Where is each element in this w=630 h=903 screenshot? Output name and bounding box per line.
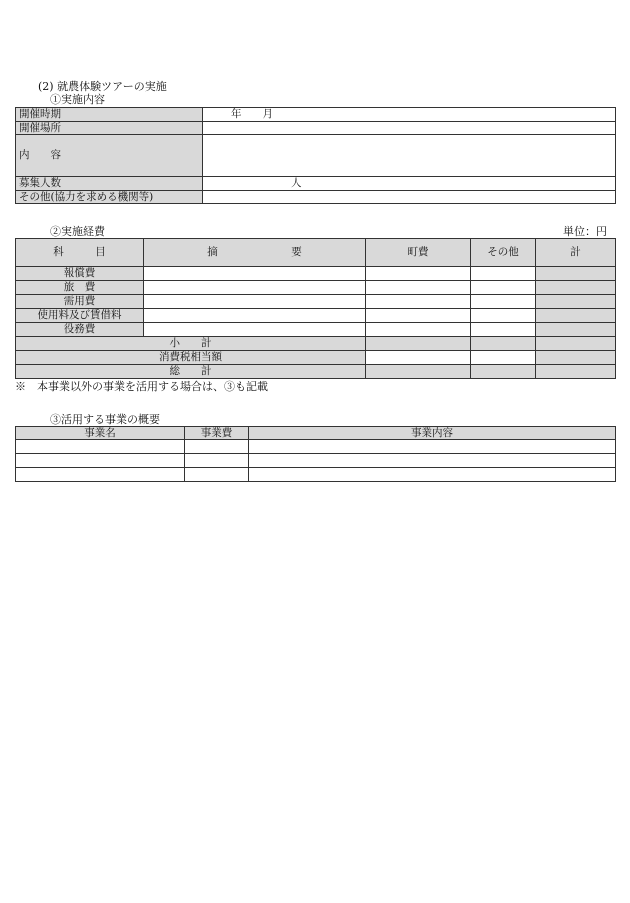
other-cost-cell[interactable]: [471, 281, 536, 295]
tax-sum: [536, 351, 616, 365]
item-label: 役務費: [16, 323, 144, 337]
subtotal-row: [16, 337, 616, 351]
period-value[interactable]: 年 月: [203, 108, 616, 122]
sum-cell: [536, 281, 616, 295]
town-cost-cell[interactable]: [366, 323, 471, 337]
header-project-content: 事業内容: [249, 427, 616, 440]
table-row: [16, 454, 616, 468]
other-cost-cell[interactable]: [471, 323, 536, 337]
tax-town-cost[interactable]: [366, 351, 471, 365]
subtotal-sum: [536, 337, 616, 351]
table-row: [16, 309, 616, 323]
subtotal-other: [471, 337, 536, 351]
note-text: ※ 本事業以外の事業を活用する場合は、③も記載: [15, 380, 268, 393]
total-other: [471, 365, 536, 379]
table-row: [16, 323, 616, 337]
header-project-name: 事業名: [16, 427, 185, 440]
sum-cell: [536, 323, 616, 337]
table-row: [16, 440, 616, 454]
project-content-cell[interactable]: [249, 468, 616, 482]
implementation-table: [15, 107, 616, 204]
table-row: [16, 267, 616, 281]
project-summary-table: [15, 426, 616, 482]
sum-cell: [536, 267, 616, 281]
project-name-cell[interactable]: [16, 440, 185, 454]
other-cost-cell[interactable]: [471, 309, 536, 323]
tax-row: [16, 351, 616, 365]
table-row: [16, 281, 616, 295]
part1-title: ①実施内容: [50, 93, 105, 106]
description-cell[interactable]: [144, 309, 366, 323]
total-town-cost: [366, 365, 471, 379]
project-cost-cell[interactable]: [185, 454, 249, 468]
header-town-cost: 町費: [366, 239, 471, 267]
row-label-content: 内 容: [16, 135, 203, 177]
sum-cell: [536, 309, 616, 323]
sum-cell: [536, 295, 616, 309]
other-cost-cell[interactable]: [471, 295, 536, 309]
row-label-period: 開催時期: [16, 108, 203, 122]
description-cell[interactable]: [144, 281, 366, 295]
tax-other[interactable]: [471, 351, 536, 365]
section-title: (2) 就農体験ツアーの実施: [38, 80, 167, 93]
table-row: [16, 295, 616, 309]
subtotal-town-cost: [366, 337, 471, 351]
item-label: 報償費: [16, 267, 144, 281]
expense-table: [15, 238, 616, 379]
total-sum: [536, 365, 616, 379]
expense-header-row: [16, 239, 616, 267]
description-cell[interactable]: [144, 295, 366, 309]
project-cost-cell[interactable]: [185, 468, 249, 482]
header-other: その他: [471, 239, 536, 267]
tax-label: 消費税相当額: [16, 351, 366, 365]
project-content-cell[interactable]: [249, 440, 616, 454]
project-content-cell[interactable]: [249, 454, 616, 468]
summary-header-row: [16, 427, 616, 440]
unit-label: 単位：円: [563, 225, 607, 238]
capacity-value[interactable]: 人: [203, 177, 616, 191]
other-cost-cell[interactable]: [471, 267, 536, 281]
row-label-capacity: 募集人数: [16, 177, 203, 191]
item-label: 旅 費: [16, 281, 144, 295]
item-label: 需用費: [16, 295, 144, 309]
header-account: 科 目: [16, 239, 144, 267]
town-cost-cell[interactable]: [366, 309, 471, 323]
total-row: [16, 365, 616, 379]
other-value[interactable]: [203, 191, 616, 204]
row-label-venue: 開催場所: [16, 122, 203, 135]
content-value[interactable]: [203, 135, 616, 177]
description-cell[interactable]: [144, 267, 366, 281]
town-cost-cell[interactable]: [366, 295, 471, 309]
project-name-cell[interactable]: [16, 468, 185, 482]
description-cell[interactable]: [144, 323, 366, 337]
header-project-cost: 事業費: [185, 427, 249, 440]
project-name-cell[interactable]: [16, 454, 185, 468]
total-label: 総 計: [16, 365, 366, 379]
row-label-other: その他(協力を求める機関等): [16, 191, 203, 204]
item-label: 使用料及び賃借料: [16, 309, 144, 323]
project-cost-cell[interactable]: [185, 440, 249, 454]
town-cost-cell[interactable]: [366, 281, 471, 295]
subtotal-label: 小 計: [16, 337, 366, 351]
town-cost-cell[interactable]: [366, 267, 471, 281]
table-row: [16, 468, 616, 482]
venue-value[interactable]: [203, 122, 616, 135]
part2-title: ②実施経費: [50, 225, 105, 238]
header-description: 摘 要: [144, 239, 366, 267]
header-sum: 計: [536, 239, 616, 267]
part3-title: ③活用する事業の概要: [50, 413, 160, 426]
